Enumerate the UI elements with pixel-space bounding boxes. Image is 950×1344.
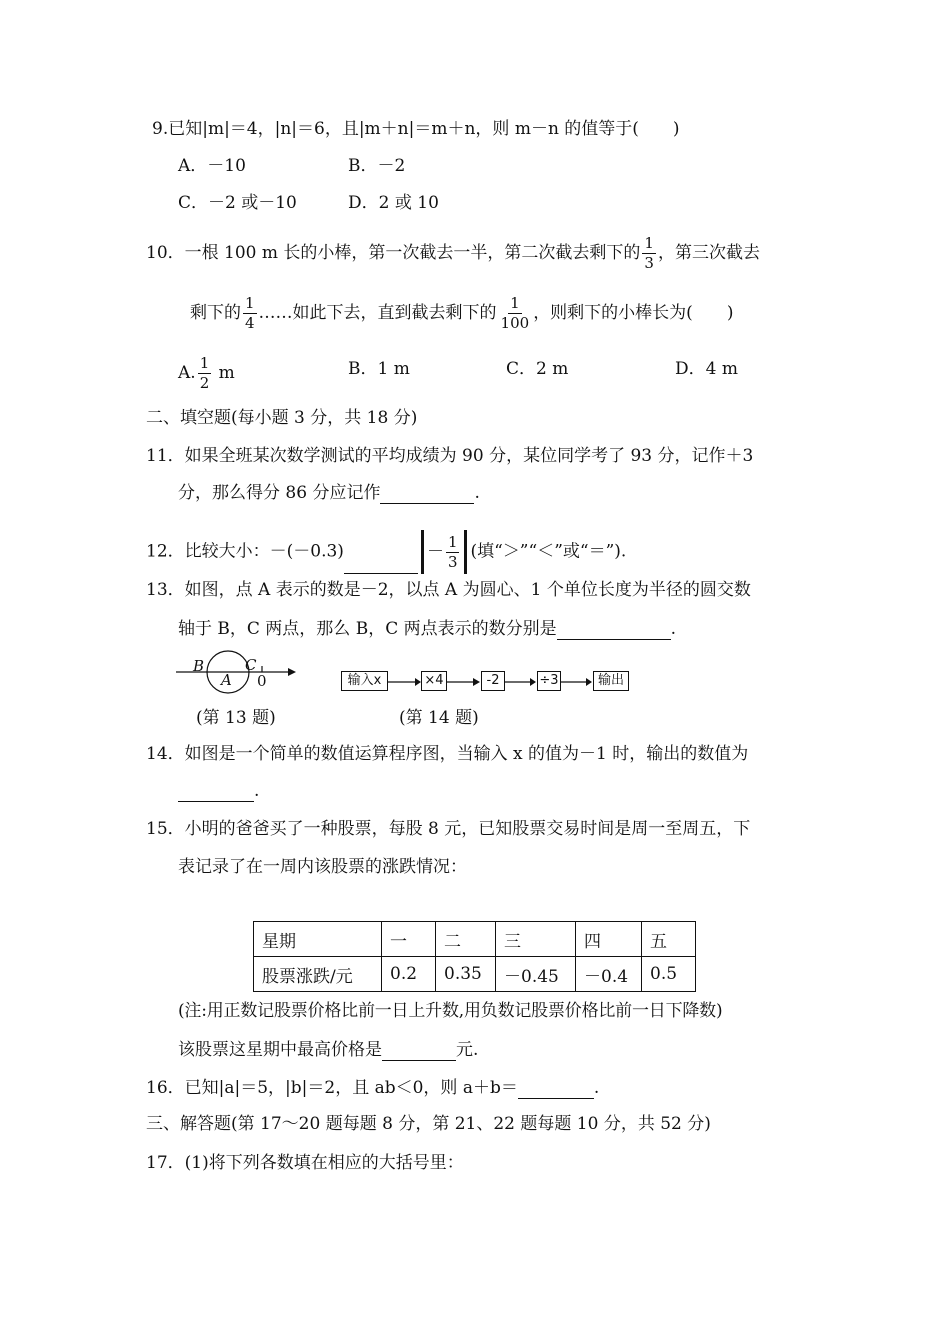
q12-answer-blank[interactable]: [344, 555, 418, 574]
table-header-row: [254, 922, 696, 957]
table-cell: 星期: [254, 922, 382, 957]
q13-line2: 轴于 B，C 两点，那么 B，C 两点表示的数分别是 .: [178, 619, 677, 639]
arrow-right-icon: [473, 678, 480, 686]
table-row: [254, 957, 696, 992]
figure-label-c: C: [245, 656, 257, 674]
q11-line1: 11．如果全班某次数学测试的平均成绩为 90 分，某位同学考了 93 分，记作＋3: [146, 446, 754, 466]
q9-option-d: D．2 或 10: [348, 193, 439, 213]
table-cell: －0.45: [496, 957, 576, 992]
stock-table: [253, 921, 696, 992]
table-cell: 0.2: [382, 957, 436, 992]
q10-option-a: A. $\frac{1}{2}$ m: [178, 354, 235, 392]
q17-line: 17．(1)将下列各数填在相应的大括号里：: [146, 1153, 464, 1173]
q15-line2: 表记录了在一周内该股票的涨跌情况：: [178, 857, 467, 877]
absolute-value: － 1 3: [418, 530, 471, 574]
table-cell: 股票涨跌/元: [254, 957, 382, 992]
figure-label-b: B: [193, 657, 205, 675]
q10-line2-mid: ……如此下去，直到截去剩下的: [258, 303, 497, 323]
q12-line: 12．比较大小：－(－0.3) － 1 3 (填“＞”“＜”或“＝”).: [146, 530, 626, 574]
fraction-one-half: $\frac{1}{2}$: [199, 354, 210, 392]
q15-answer-blank[interactable]: [382, 1042, 456, 1061]
q14-answer-blank[interactable]: [178, 783, 254, 802]
q14-line2: .: [178, 780, 259, 802]
section-2-heading: 二、填空题(每小题 3 分，共 18 分): [146, 408, 418, 428]
q15-note: (注:用正数记股票价格比前一日上升数,用负数记股票价格比前一日下降数): [178, 1001, 723, 1021]
q11-line2: 分，那么得分 86 分应记作 .: [178, 483, 480, 503]
abs-bar-right: [464, 530, 467, 574]
q10-line1-text: 10．一根 100 m 长的小棒，第一次截去一半，第二次截去剩下的: [146, 243, 641, 263]
q16-answer-blank[interactable]: [518, 1080, 594, 1099]
q10-line1: [146, 236, 760, 271]
q10-line2-tail: ，则剩下的小棒长为( ): [533, 303, 734, 323]
figure-label-a: A: [221, 671, 232, 689]
q15-ask: 该股票这星期中最高价格是 元.: [178, 1040, 479, 1060]
q10-option-b: B．1 m: [348, 359, 410, 379]
flow-box-subtract: -2: [481, 671, 505, 691]
table-cell: 二: [436, 922, 496, 957]
flow-arrows: [387, 672, 597, 692]
arrow-right-icon: [415, 678, 421, 686]
q10-line1-tail: ，第三次截去: [657, 243, 760, 263]
fraction-one-hundredth: $\frac{1}{100}$: [500, 294, 530, 332]
q9-stem: 9.已知|m|＝4，|n|＝6，且|m＋n|＝m＋n，则 m－n 的值等于( ): [152, 119, 680, 139]
figure-13-caption: (第 13 题): [196, 708, 276, 728]
q10-option-d: D．4 m: [675, 359, 738, 379]
abs-bar-left: [421, 530, 424, 574]
fraction-one-third: 1 3: [447, 532, 458, 571]
q9-option-a: A．－10: [178, 156, 246, 176]
table-cell: 0.35: [436, 957, 496, 992]
table-cell: 四: [576, 922, 642, 957]
fraction-one-third: $\frac{1}{3}$: [644, 234, 654, 272]
flow-box-input: 输入x: [341, 671, 388, 691]
q13-answer-blank[interactable]: [557, 621, 671, 640]
figure-label-zero: 0: [257, 672, 267, 690]
flow-box-output: 输出: [593, 671, 629, 691]
q10-line2-text: 剩下的: [190, 303, 241, 323]
q9-option-b: B．－2: [348, 156, 406, 176]
q14-line1: 14．如图是一个简单的数值运算程序图，当输入 x 的值为－1 时，输出的数值为: [146, 744, 749, 764]
arrow-right-icon: [586, 678, 592, 686]
q10-option-c: C．2 m: [506, 359, 569, 379]
number-line-figure: [170, 650, 300, 694]
arrow-right-icon: [530, 678, 536, 686]
q13-line1: 13．如图，点 A 表示的数是－2，以点 A 为圆心、1 个单位长度为半径的圆交数: [146, 580, 751, 600]
q11-answer-blank[interactable]: [380, 485, 474, 504]
fraction-one-fourth: $\frac{1}{4}$: [245, 294, 255, 332]
q10-line2: [190, 296, 733, 331]
table-cell: 一: [382, 922, 436, 957]
q15-line1: 15．小明的爸爸买了一种股票，每股 8 元，已知股票交易时间是周一至周五，下: [146, 819, 751, 839]
table-cell: －0.4: [576, 957, 642, 992]
table-cell: 五: [642, 922, 696, 957]
figure-14-caption: (第 14 题): [399, 708, 479, 728]
q9-option-c: C．－2 或－10: [178, 193, 297, 213]
table-cell: 三: [496, 922, 576, 957]
table-cell: 0.5: [642, 957, 696, 992]
flow-box-multiply: ×4: [421, 671, 447, 691]
section-3-heading: 三、解答题(第 17～20 题每题 8 分，第 21、22 题每题 10 分，共 52 分): [146, 1114, 711, 1134]
q16-line: 16．已知|a|＝5，|b|＝2，且 ab＜0，则 a＋b＝ .: [146, 1078, 600, 1098]
flow-box-divide: ÷3: [537, 671, 561, 691]
